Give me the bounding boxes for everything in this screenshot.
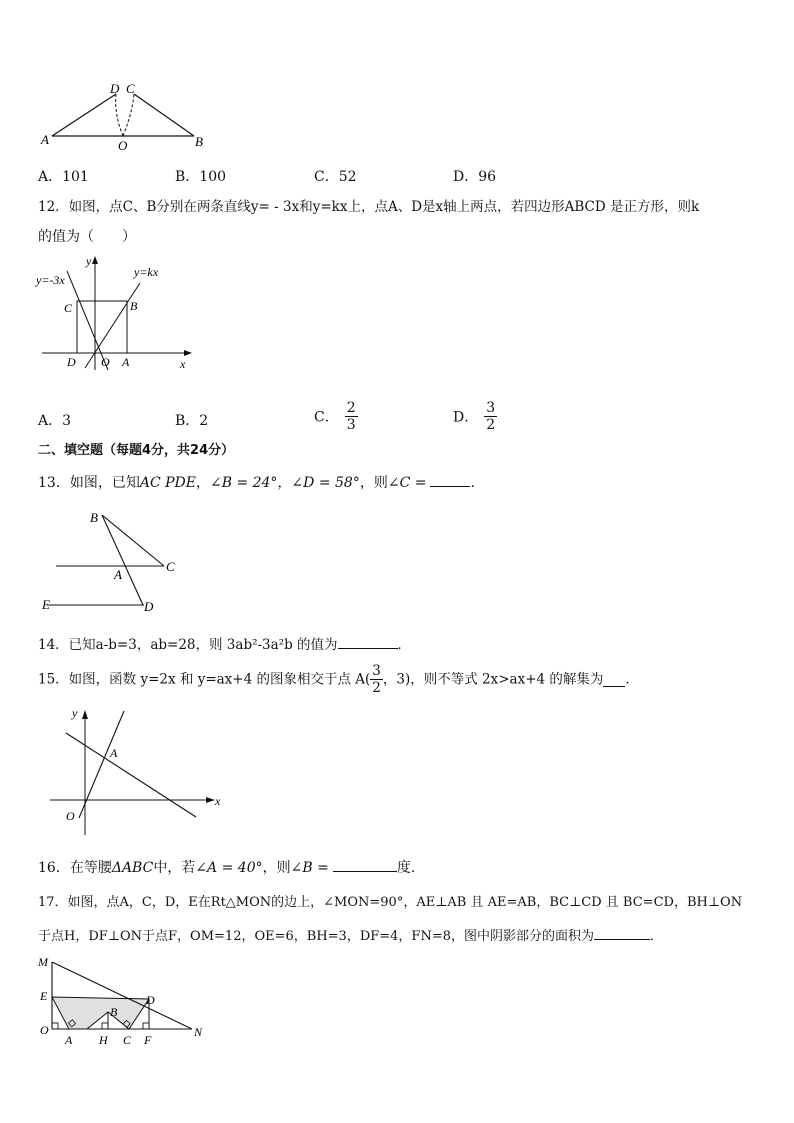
option-d[interactable]: D．96	[453, 169, 497, 185]
q13-text-c: ，则	[359, 475, 388, 491]
q16-text-a: 16．在等腰	[38, 860, 112, 876]
q13-figure	[38, 505, 188, 617]
q17-end: ．	[650, 929, 664, 944]
axis-label: y	[72, 706, 78, 720]
q14-text	[38, 634, 764, 655]
axis-label: y	[86, 254, 92, 268]
q13-math: ∠C =	[387, 475, 427, 491]
line-label: y=kx	[134, 265, 159, 279]
option-d[interactable]	[453, 400, 497, 433]
q17-text: 于点H，DF⊥ON于点F，OM=12，OE=6，BH=3，DF=4，FN=8，图中阴影部分的面积为	[38, 929, 594, 944]
q14-statement: 14．已知a-b=3，ab=28，则 3ab²-3a²b 的值为	[38, 637, 338, 653]
q16-text-c: ，则	[262, 860, 291, 876]
q11-figure	[38, 80, 218, 152]
point-label: O	[101, 355, 110, 369]
point-label: E	[42, 597, 50, 612]
q17-line1: 17．如图，点A，C，D，E在Rt△MON的边上，∠MON=90°，AE⊥AB 且 AE=AB，BC⊥CD 且 BC=CD，BH⊥ON	[38, 895, 743, 910]
point-label: D	[144, 599, 154, 614]
point-label: A	[114, 567, 122, 582]
q16-math: ∠A = 40°	[195, 860, 263, 876]
point-label: D	[67, 355, 76, 369]
q13-text	[38, 472, 764, 493]
point-label: C	[126, 81, 135, 96]
q15-text-a: 15．如图，函数 y=2x 和 y=ax+4 的图象相交于点 A(	[38, 671, 371, 688]
fraction: $\frac{3}{2}$	[372, 663, 381, 696]
answer-blank[interactable]	[430, 472, 470, 487]
q15-end: .	[625, 671, 630, 688]
point-label: D	[146, 993, 155, 1007]
option-a[interactable]: A．101	[38, 169, 89, 185]
fraction: $\frac{3}{2}$	[486, 400, 496, 433]
option-d-prefix: D．	[453, 409, 479, 426]
q17-figure	[34, 952, 214, 1048]
q13-math: AC PDE	[139, 475, 196, 491]
point-label: A	[110, 746, 118, 760]
point-label: O	[118, 138, 128, 152]
point-label: F	[144, 1033, 152, 1047]
q13-math: ∠B = 24°，∠D = 58°	[209, 475, 360, 491]
point-label: B	[110, 1005, 118, 1019]
axis-label: x	[215, 794, 221, 808]
q16-end: 度.	[396, 860, 416, 876]
point-label: C	[123, 1033, 132, 1047]
q15-text-b: ，3)，则不等式 2x>ax+4 的解集为	[382, 671, 604, 688]
point-label: C	[64, 301, 73, 315]
q13-text-b: ，	[195, 475, 210, 491]
point-label: C	[166, 559, 175, 574]
q16-text	[38, 857, 764, 878]
q13-text-d: ．	[470, 475, 485, 491]
point-label: A	[65, 1033, 73, 1047]
q15-figure	[46, 703, 230, 839]
q17-line2	[38, 925, 764, 947]
point-label: A	[41, 132, 49, 147]
point-label: N	[194, 1025, 203, 1039]
answer-blank[interactable]	[594, 925, 650, 940]
fraction: $\frac{2}{3}$	[346, 400, 356, 433]
q12-figure	[34, 254, 204, 374]
option-c[interactable]	[314, 400, 358, 433]
option-c[interactable]: C．52	[314, 169, 357, 185]
answer-blank[interactable]	[333, 857, 397, 872]
option-b[interactable]: B．100	[175, 169, 227, 185]
q16-text-b: 中，若	[153, 860, 196, 876]
point-label: A	[122, 355, 130, 369]
q16-math: ∠B =	[290, 860, 329, 876]
point-label: O	[40, 1023, 49, 1037]
q12-line1: 12．如图，点C、B分别在两条直线y= - 3x和y=kx上，点A、D是x轴上两点，若四边形ABCD 是正方形，则k	[38, 199, 700, 215]
q13-text-a: 13．如图，已知	[38, 475, 140, 491]
option-b[interactable]: B．2	[175, 413, 209, 429]
point-label: E	[40, 989, 48, 1003]
point-label: B	[130, 299, 138, 313]
point-label: D	[110, 81, 120, 96]
q15-text	[38, 663, 764, 699]
section-heading: 二、填空题（每题4分，共24分）	[38, 443, 235, 458]
answer-blank[interactable]	[603, 672, 625, 687]
q14-end: ．	[397, 637, 412, 653]
option-c-prefix: C．	[314, 409, 339, 426]
option-a[interactable]: A．3	[38, 413, 72, 429]
q16-math: ΔABC	[111, 860, 154, 876]
q11-options	[38, 166, 598, 200]
point-label: M	[38, 955, 48, 969]
point-label: B	[195, 134, 203, 149]
point-label: O	[66, 809, 75, 823]
q12-options	[38, 400, 598, 434]
point-label: H	[99, 1033, 108, 1047]
answer-blank[interactable]	[338, 634, 398, 649]
line-label: y=-3x	[36, 273, 65, 287]
q12-line2: 的值为（ ）	[38, 229, 136, 245]
point-label: B	[90, 510, 98, 525]
axis-label: x	[180, 357, 186, 371]
